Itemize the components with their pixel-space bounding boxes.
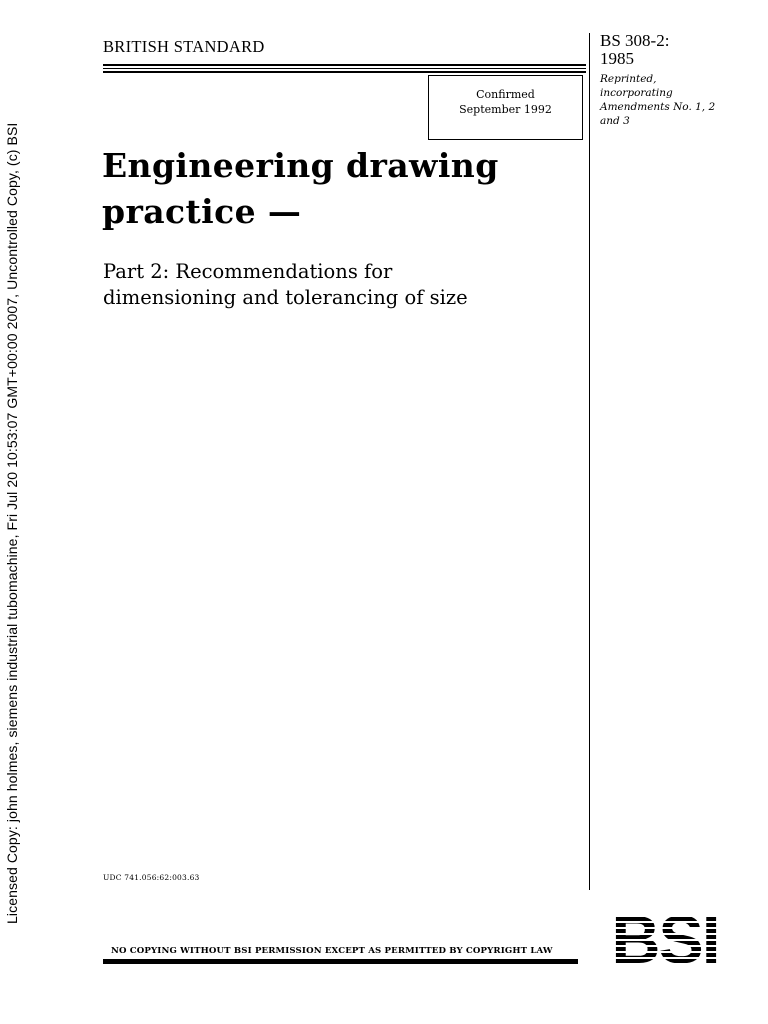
reprint-line: incorporating: [600, 87, 673, 99]
reprint-line: and 3: [600, 115, 630, 127]
column-divider: [589, 33, 590, 890]
document-subtitle: [103, 259, 583, 311]
title-line2: practice —: [102, 192, 302, 231]
standard-number-line2: 1985: [600, 49, 634, 68]
reprint-line: Reprinted,: [600, 73, 657, 85]
subtitle-line2: dimensioning and tolerancing of size: [103, 286, 468, 309]
license-watermark: Licensed Copy: john holmes, siemens industrial tubomachine, Fri Jul 20 10:53:07 GMT+00:00 2007, Uncontrolled Copy, (c) BSI: [4, 122, 20, 924]
header-rule: [103, 71, 586, 73]
confirmed-date: September 1992: [459, 103, 552, 116]
header-rule: [103, 64, 586, 66]
document-series-label: BRITISH STANDARD: [103, 37, 265, 56]
title-line1: Engineering drawing: [102, 146, 499, 185]
udc-code: UDC 741.056:62:003.63: [103, 873, 200, 882]
header-rule: [103, 68, 586, 69]
reprint-note: [600, 72, 760, 128]
reprint-line: Amendments No. 1, 2: [600, 101, 716, 113]
document-title: [102, 143, 582, 235]
copyright-warning: NO COPYING WITHOUT BSI PERMISSION EXCEPT AS PERMITTED BY COPYRIGHT LAW: [111, 946, 553, 956]
footer-rule: [103, 959, 578, 964]
standard-number: [600, 32, 669, 68]
subtitle-line1: Part 2: Recommendations for: [103, 260, 393, 283]
bsi-logo: [596, 905, 734, 967]
standard-number-line1: BS 308-2:: [600, 31, 670, 50]
confirmed-label: Confirmed: [476, 88, 535, 101]
confirmed-box: [428, 75, 583, 140]
